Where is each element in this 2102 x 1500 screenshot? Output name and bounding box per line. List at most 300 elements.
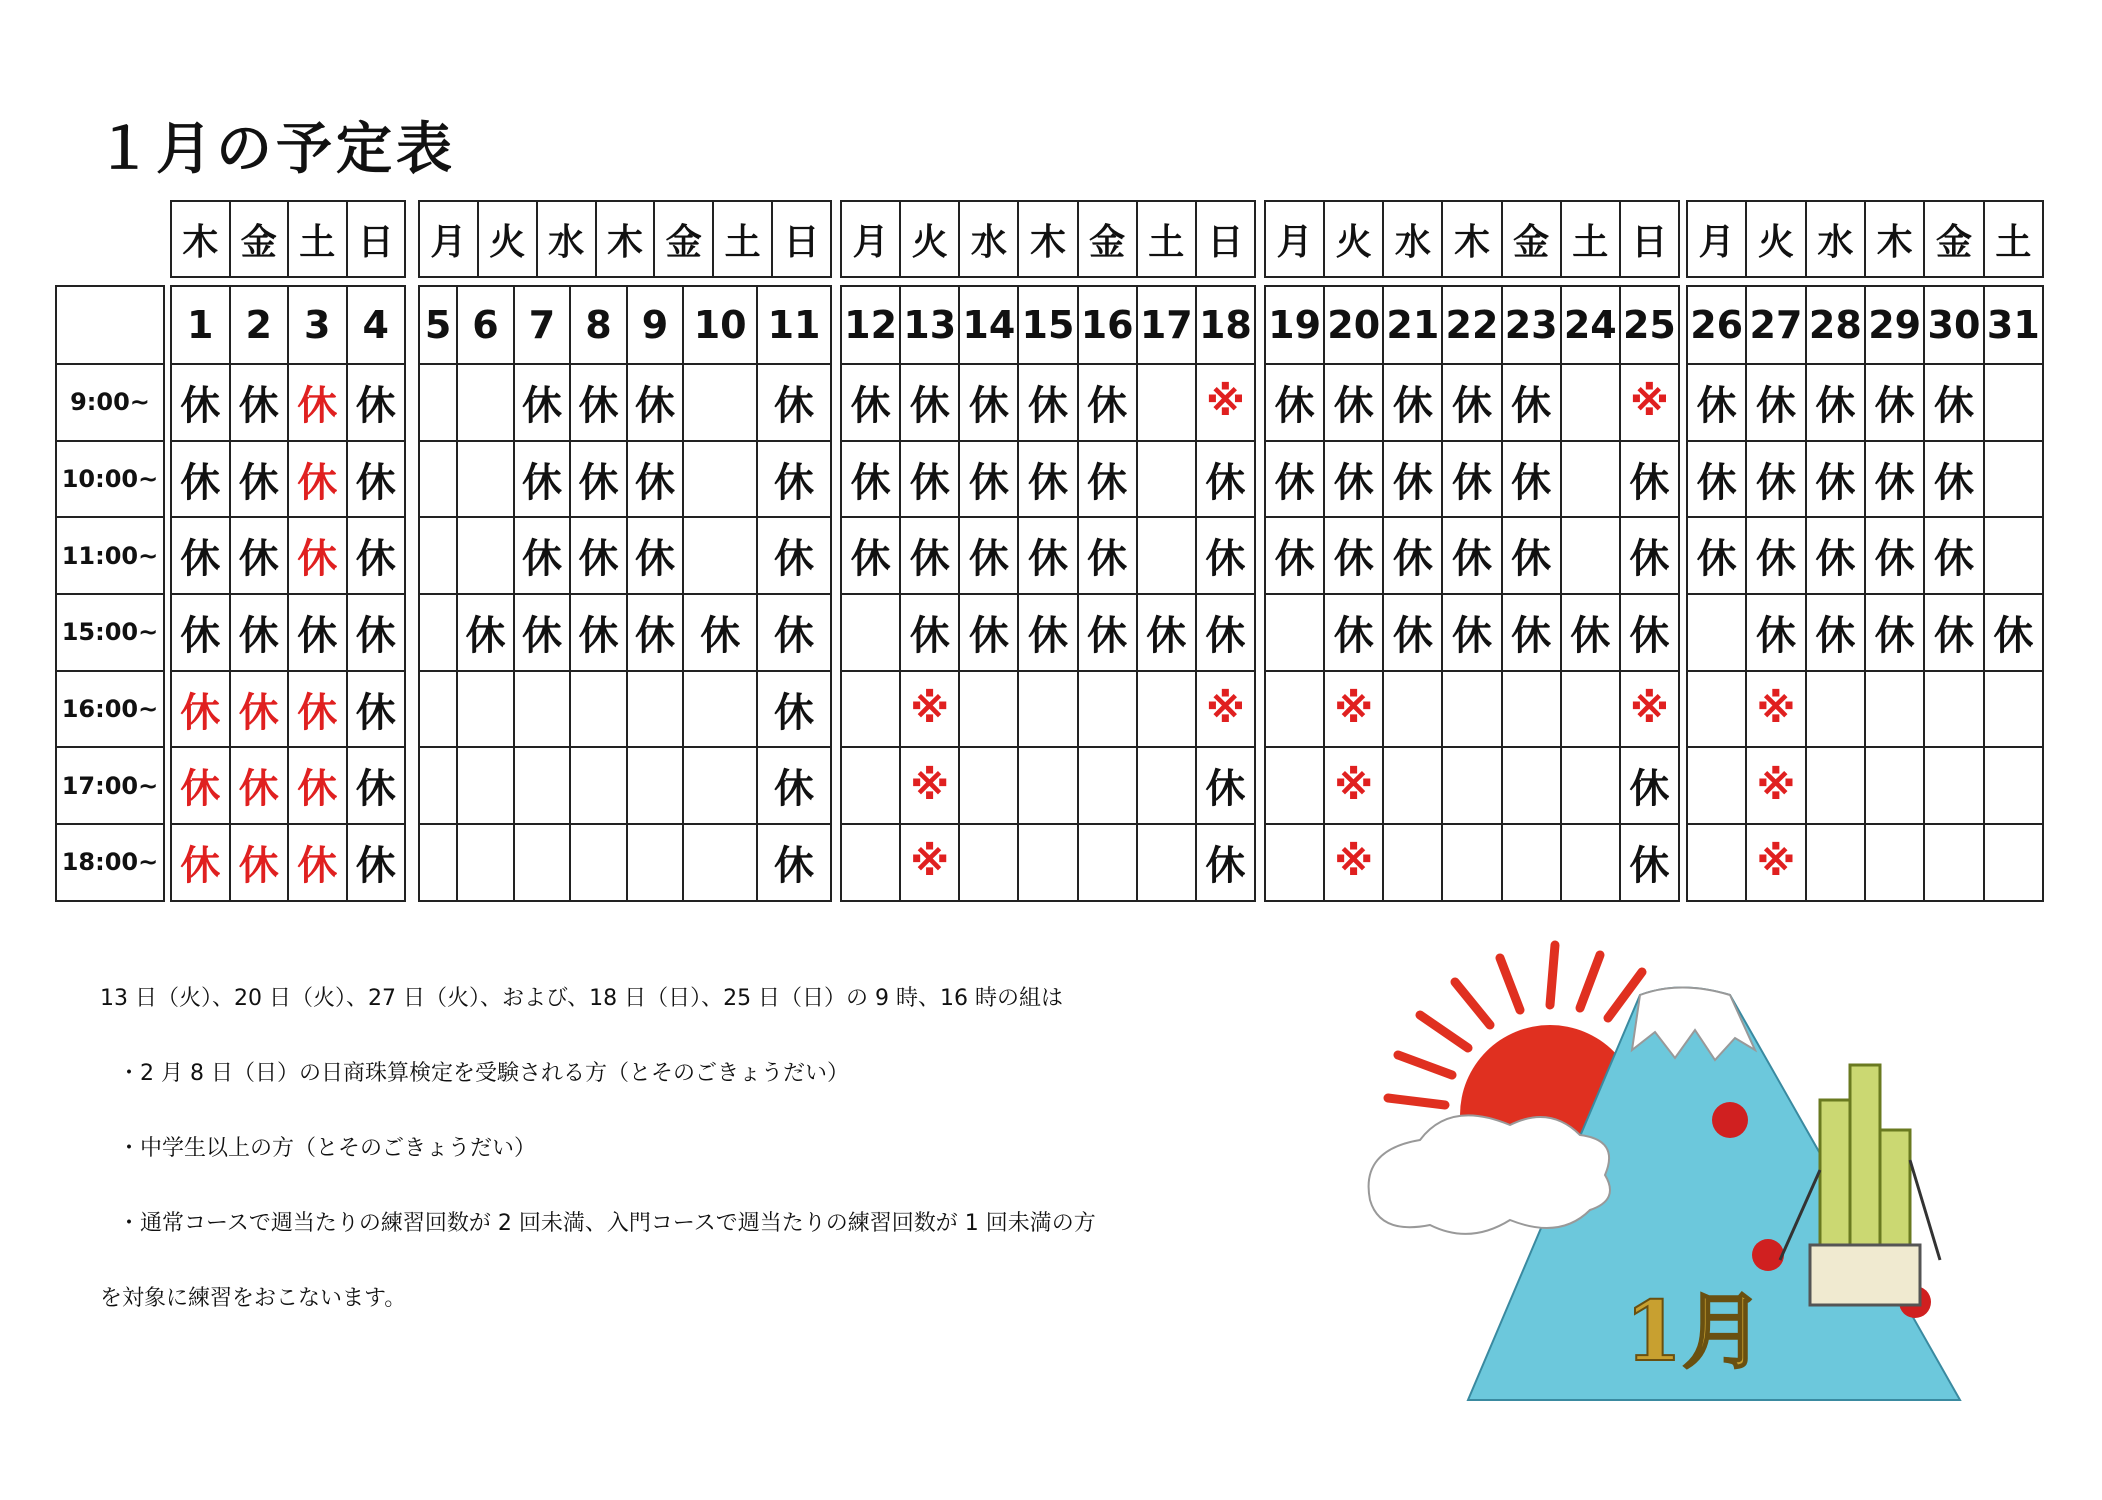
schedule-cell: 休 bbox=[1620, 441, 1679, 518]
schedule-cell bbox=[1865, 824, 1924, 901]
schedule-cell: 休 bbox=[1137, 594, 1196, 671]
schedule-cell: 休 bbox=[288, 671, 347, 748]
schedule-cell bbox=[1265, 824, 1324, 901]
schedule-cell bbox=[1687, 671, 1746, 748]
weekday-cell: 月 bbox=[1687, 201, 1746, 277]
schedule-cell: 休 bbox=[1442, 594, 1501, 671]
schedule-cell bbox=[1137, 364, 1196, 441]
schedule-cell: 休 bbox=[900, 364, 959, 441]
schedule-cell: 休 bbox=[1018, 594, 1077, 671]
schedule-cell: 休 bbox=[1687, 441, 1746, 518]
schedule-cell: 休 bbox=[230, 441, 289, 518]
schedule-cell: ※ bbox=[1746, 747, 1805, 824]
schedule-cell: 休 bbox=[514, 594, 571, 671]
schedule-cell: 休 bbox=[1442, 441, 1501, 518]
weekday-cell: 日 bbox=[772, 201, 831, 277]
schedule-cell: 休 bbox=[1324, 594, 1383, 671]
schedule-cell: 休 bbox=[171, 364, 230, 441]
schedule-cell: 休 bbox=[1561, 594, 1620, 671]
weekday-cell: 火 bbox=[900, 201, 959, 277]
schedule-cell: 休 bbox=[230, 824, 289, 901]
schedule-cell: 休 bbox=[1746, 594, 1805, 671]
weekday-cell: 水 bbox=[1806, 201, 1865, 277]
schedule-cell: 休 bbox=[347, 364, 406, 441]
schedule-cell: 休 bbox=[1806, 517, 1865, 594]
date-cell: 20 bbox=[1324, 286, 1383, 364]
schedule-cell: 休 bbox=[171, 824, 230, 901]
schedule-cell: ※ bbox=[900, 824, 959, 901]
schedule-cell: 休 bbox=[570, 594, 627, 671]
date-cell: 7 bbox=[514, 286, 571, 364]
schedule-cell bbox=[1924, 671, 1983, 748]
schedule-cell: 休 bbox=[900, 441, 959, 518]
schedule-cell: 休 bbox=[757, 671, 831, 748]
schedule-cell bbox=[1078, 747, 1137, 824]
schedule-cell: 休 bbox=[1865, 594, 1924, 671]
schedule-cell: 休 bbox=[171, 441, 230, 518]
schedule-cell: ※ bbox=[900, 671, 959, 748]
schedule-cell: 休 bbox=[1442, 517, 1501, 594]
schedule-cell: 休 bbox=[1984, 594, 2043, 671]
weekday-cell: 木 bbox=[1865, 201, 1924, 277]
schedule-cell bbox=[457, 824, 514, 901]
schedule-cell: 休 bbox=[757, 824, 831, 901]
schedule-cell: 休 bbox=[1265, 517, 1324, 594]
date-cell: 1 bbox=[171, 286, 230, 364]
schedule-cell: 休 bbox=[171, 594, 230, 671]
schedule-cell: 休 bbox=[959, 517, 1018, 594]
schedule-cell: 休 bbox=[1383, 364, 1442, 441]
schedule-cell bbox=[1806, 671, 1865, 748]
date-cell: 24 bbox=[1561, 286, 1620, 364]
schedule-cell bbox=[841, 824, 900, 901]
schedule-cell bbox=[1561, 824, 1620, 901]
schedule-cell: 休 bbox=[757, 517, 831, 594]
schedule-cell bbox=[1502, 747, 1561, 824]
date-cell: 30 bbox=[1924, 286, 1983, 364]
weekday-header-week-5 bbox=[1686, 200, 2044, 278]
schedule-cell bbox=[570, 671, 627, 748]
schedule-cell: 休 bbox=[900, 594, 959, 671]
schedule-cell: ※ bbox=[1746, 824, 1805, 901]
weekday-cell: 金 bbox=[1078, 201, 1137, 277]
schedule-cell: 休 bbox=[347, 441, 406, 518]
schedule-cell: 休 bbox=[1746, 517, 1805, 594]
date-cell: 2 bbox=[230, 286, 289, 364]
schedule-cell: 休 bbox=[1018, 441, 1077, 518]
schedule-cell: 休 bbox=[288, 364, 347, 441]
schedule-cell bbox=[1687, 594, 1746, 671]
schedule-cell: 休 bbox=[288, 594, 347, 671]
schedule-cell: 休 bbox=[1924, 364, 1983, 441]
date-cell: 5 bbox=[419, 286, 457, 364]
schedule-cell: 休 bbox=[1746, 364, 1805, 441]
date-cell: 27 bbox=[1746, 286, 1805, 364]
schedule-cell: 休 bbox=[1324, 441, 1383, 518]
weekday-cell: 金 bbox=[654, 201, 713, 277]
note-line: を対象に練習をおこないます。 bbox=[100, 1286, 407, 1311]
weekday-cell: 水 bbox=[537, 201, 596, 277]
schedule-cell: 休 bbox=[1865, 441, 1924, 518]
date-cell: 22 bbox=[1442, 286, 1501, 364]
weekday-cell: 水 bbox=[959, 201, 1018, 277]
schedule-cell bbox=[1561, 671, 1620, 748]
time-label: 16:00~ bbox=[56, 671, 164, 748]
schedule-cell bbox=[683, 517, 757, 594]
schedule-cell: 休 bbox=[841, 441, 900, 518]
note-line: ・通常コースで週当たりの練習回数が 2 回未満、入門コースで週当たりの練習回数が 1 回未満の方 bbox=[118, 1211, 1096, 1236]
schedule-cell: 休 bbox=[627, 594, 684, 671]
date-cell: 29 bbox=[1865, 286, 1924, 364]
schedule-cell bbox=[457, 517, 514, 594]
schedule-cell: ※ bbox=[900, 747, 959, 824]
schedule-cell bbox=[1265, 747, 1324, 824]
schedule-cell bbox=[683, 747, 757, 824]
schedule-cell bbox=[457, 747, 514, 824]
date-cell: 9 bbox=[627, 286, 684, 364]
date-cell: 23 bbox=[1502, 286, 1561, 364]
cloud-icon bbox=[1369, 1115, 1610, 1234]
schedule-cell: 休 bbox=[288, 517, 347, 594]
time-label: 10:00~ bbox=[56, 441, 164, 518]
schedule-cell: 休 bbox=[683, 594, 757, 671]
schedule-cell bbox=[1442, 824, 1501, 901]
schedule-cell: 休 bbox=[1078, 594, 1137, 671]
schedule-cell bbox=[1561, 517, 1620, 594]
schedule-cell: 休 bbox=[1324, 364, 1383, 441]
schedule-cell: 休 bbox=[1018, 364, 1077, 441]
schedule-cell bbox=[841, 594, 900, 671]
schedule-cell bbox=[1265, 671, 1324, 748]
weekday-cell: 土 bbox=[288, 201, 347, 277]
weekday-cell: 日 bbox=[347, 201, 406, 277]
schedule-cell: 休 bbox=[1078, 441, 1137, 518]
schedule-cell: 休 bbox=[1442, 364, 1501, 441]
schedule-cell: 休 bbox=[288, 824, 347, 901]
time-header-blank bbox=[56, 286, 164, 364]
date-cell: 18 bbox=[1196, 286, 1255, 364]
date-cell: 17 bbox=[1137, 286, 1196, 364]
schedule-grid-week-5 bbox=[1686, 285, 2044, 902]
weekday-cell: 日 bbox=[1196, 201, 1255, 277]
schedule-cell bbox=[627, 747, 684, 824]
schedule-cell: 休 bbox=[1196, 824, 1255, 901]
schedule-cell: ※ bbox=[1324, 824, 1383, 901]
schedule-cell: 休 bbox=[1620, 747, 1679, 824]
date-cell: 4 bbox=[347, 286, 406, 364]
schedule-cell bbox=[841, 671, 900, 748]
schedule-cell: ※ bbox=[1620, 364, 1679, 441]
schedule-cell: 休 bbox=[230, 594, 289, 671]
schedule-cell: 休 bbox=[288, 441, 347, 518]
schedule-cell bbox=[959, 824, 1018, 901]
schedule-cell: 休 bbox=[1687, 517, 1746, 594]
schedule-cell bbox=[419, 824, 457, 901]
schedule-cell bbox=[1984, 671, 2043, 748]
schedule-cell bbox=[419, 364, 457, 441]
schedule-cell: 休 bbox=[1865, 364, 1924, 441]
schedule-cell bbox=[1137, 671, 1196, 748]
schedule-cell bbox=[1984, 824, 2043, 901]
schedule-cell: 休 bbox=[1806, 364, 1865, 441]
schedule-cell bbox=[419, 747, 457, 824]
schedule-cell bbox=[570, 824, 627, 901]
weekday-cell: 土 bbox=[1137, 201, 1196, 277]
schedule-cell: 休 bbox=[347, 517, 406, 594]
date-cell: 11 bbox=[757, 286, 831, 364]
schedule-cell bbox=[1018, 824, 1077, 901]
weekday-cell: 土 bbox=[1561, 201, 1620, 277]
date-cell: 28 bbox=[1806, 286, 1865, 364]
schedule-cell bbox=[1687, 747, 1746, 824]
schedule-cell: 休 bbox=[347, 594, 406, 671]
schedule-cell: 休 bbox=[1502, 364, 1561, 441]
schedule-cell: ※ bbox=[1324, 747, 1383, 824]
weekday-cell: 火 bbox=[1746, 201, 1805, 277]
schedule-cell: 休 bbox=[1265, 364, 1324, 441]
schedule-cell: 休 bbox=[1924, 594, 1983, 671]
schedule-cell: 休 bbox=[1324, 517, 1383, 594]
schedule-cell: 休 bbox=[1620, 824, 1679, 901]
schedule-cell bbox=[1806, 747, 1865, 824]
schedule-cell bbox=[1561, 747, 1620, 824]
schedule-cell: 休 bbox=[1746, 441, 1805, 518]
schedule-cell bbox=[419, 671, 457, 748]
date-cell: 8 bbox=[570, 286, 627, 364]
schedule-cell bbox=[457, 441, 514, 518]
time-label: 11:00~ bbox=[56, 517, 164, 594]
schedule-cell: 休 bbox=[514, 364, 571, 441]
schedule-cell: ※ bbox=[1620, 671, 1679, 748]
schedule-cell bbox=[627, 824, 684, 901]
schedule-cell bbox=[683, 824, 757, 901]
schedule-grid-week-1 bbox=[170, 285, 406, 902]
schedule-cell bbox=[419, 594, 457, 671]
schedule-cell: 休 bbox=[757, 364, 831, 441]
schedule-cell: 休 bbox=[959, 441, 1018, 518]
time-label: 9:00~ bbox=[56, 364, 164, 441]
schedule-cell: 休 bbox=[627, 364, 684, 441]
schedule-cell bbox=[1018, 671, 1077, 748]
schedule-cell: 休 bbox=[1265, 441, 1324, 518]
schedule-cell: 休 bbox=[1687, 364, 1746, 441]
schedule-cell bbox=[570, 747, 627, 824]
schedule-cell: 休 bbox=[1196, 747, 1255, 824]
schedule-cell bbox=[959, 747, 1018, 824]
schedule-cell: 休 bbox=[171, 517, 230, 594]
weekday-cell: 金 bbox=[1502, 201, 1561, 277]
schedule-cell: 休 bbox=[347, 671, 406, 748]
schedule-cell bbox=[1924, 747, 1983, 824]
schedule-cell bbox=[1865, 747, 1924, 824]
schedule-cell bbox=[1984, 747, 2043, 824]
schedule-cell: 休 bbox=[959, 594, 1018, 671]
schedule-cell: 休 bbox=[1806, 441, 1865, 518]
schedule-cell bbox=[419, 517, 457, 594]
time-label: 15:00~ bbox=[56, 594, 164, 671]
date-cell: 25 bbox=[1620, 286, 1679, 364]
date-cell: 13 bbox=[900, 286, 959, 364]
schedule-cell bbox=[683, 671, 757, 748]
schedule-cell bbox=[1442, 747, 1501, 824]
schedule-cell: 休 bbox=[1620, 594, 1679, 671]
date-cell: 19 bbox=[1265, 286, 1324, 364]
weekday-cell: 金 bbox=[230, 201, 289, 277]
schedule-cell bbox=[419, 441, 457, 518]
schedule-cell bbox=[1984, 441, 2043, 518]
weekday-cell: 木 bbox=[1442, 201, 1501, 277]
schedule-cell: 休 bbox=[1196, 517, 1255, 594]
schedule-cell: 休 bbox=[230, 671, 289, 748]
schedule-cell: 休 bbox=[514, 517, 571, 594]
schedule-cell bbox=[1383, 671, 1442, 748]
time-label: 17:00~ bbox=[56, 747, 164, 824]
schedule-cell bbox=[1137, 441, 1196, 518]
schedule-cell: 休 bbox=[570, 441, 627, 518]
note-line: ・2 月 8 日（日）の日商珠算検定を受験される方（とそのごきょうだい） bbox=[118, 1061, 849, 1086]
month-label: 1月 bbox=[1625, 1284, 1765, 1380]
date-cell: 31 bbox=[1984, 286, 2043, 364]
schedule-cell: 休 bbox=[457, 594, 514, 671]
schedule-cell bbox=[1265, 594, 1324, 671]
schedule-cell: ※ bbox=[1196, 364, 1255, 441]
schedule-cell bbox=[1984, 517, 2043, 594]
schedule-cell: 休 bbox=[171, 671, 230, 748]
weekday-cell: 土 bbox=[713, 201, 772, 277]
schedule-cell bbox=[627, 671, 684, 748]
schedule-cell bbox=[514, 824, 571, 901]
weekday-cell: 木 bbox=[1018, 201, 1077, 277]
schedule-cell: 休 bbox=[347, 747, 406, 824]
schedule-cell: 休 bbox=[1502, 594, 1561, 671]
schedule-cell bbox=[683, 364, 757, 441]
weekday-cell: 火 bbox=[478, 201, 537, 277]
weekday-cell: 月 bbox=[841, 201, 900, 277]
weekday-cell: 水 bbox=[1383, 201, 1442, 277]
schedule-cell bbox=[1561, 364, 1620, 441]
schedule-cell: 休 bbox=[1806, 594, 1865, 671]
weekday-cell: 木 bbox=[171, 201, 230, 277]
date-cell: 6 bbox=[457, 286, 514, 364]
schedule-cell bbox=[1984, 364, 2043, 441]
schedule-cell bbox=[1137, 824, 1196, 901]
schedule-cell bbox=[841, 747, 900, 824]
date-cell: 12 bbox=[841, 286, 900, 364]
schedule-cell: 休 bbox=[1383, 594, 1442, 671]
weekday-cell: 火 bbox=[1324, 201, 1383, 277]
note-line: 13 日（火）、20 日（火）、27 日（火）、および、18 日（日）、25 日（日）の 9 時、16 時の組は bbox=[100, 986, 1064, 1011]
schedule-cell: 休 bbox=[1078, 364, 1137, 441]
schedule-cell: 休 bbox=[1196, 441, 1255, 518]
schedule-cell bbox=[1865, 671, 1924, 748]
schedule-cell bbox=[1502, 824, 1561, 901]
schedule-cell bbox=[1078, 824, 1137, 901]
weekday-cell: 月 bbox=[419, 201, 478, 277]
schedule-cell: 休 bbox=[230, 747, 289, 824]
schedule-cell bbox=[683, 441, 757, 518]
schedule-cell: 休 bbox=[1383, 441, 1442, 518]
schedule-cell: 休 bbox=[1620, 517, 1679, 594]
schedule-cell bbox=[1561, 441, 1620, 518]
schedule-cell bbox=[457, 671, 514, 748]
schedule-cell: 休 bbox=[959, 364, 1018, 441]
schedule-cell bbox=[514, 671, 571, 748]
weekday-cell: 木 bbox=[596, 201, 655, 277]
schedule-cell: 休 bbox=[1502, 441, 1561, 518]
schedule-cell: ※ bbox=[1196, 671, 1255, 748]
schedule-cell: 休 bbox=[757, 747, 831, 824]
weekday-cell: 土 bbox=[1984, 201, 2043, 277]
schedule-cell: ※ bbox=[1324, 671, 1383, 748]
weekday-cell: 月 bbox=[1265, 201, 1324, 277]
date-cell: 21 bbox=[1383, 286, 1442, 364]
schedule-cell bbox=[1018, 747, 1077, 824]
note-line: ・中学生以上の方（とそのごきょうだい） bbox=[118, 1136, 537, 1161]
new-year-illustration bbox=[1350, 900, 2000, 1410]
schedule-cell bbox=[457, 364, 514, 441]
weekday-cell: 日 bbox=[1620, 201, 1679, 277]
schedule-cell: 休 bbox=[1196, 594, 1255, 671]
schedule-cell: 休 bbox=[627, 517, 684, 594]
schedule-cell: 休 bbox=[627, 441, 684, 518]
time-slot-column bbox=[55, 285, 165, 902]
schedule-cell: 休 bbox=[1865, 517, 1924, 594]
page-title: １月の予定表 bbox=[96, 117, 456, 182]
schedule-cell: 休 bbox=[841, 517, 900, 594]
schedule-cell bbox=[1687, 824, 1746, 901]
schedule-cell bbox=[959, 671, 1018, 748]
schedule-cell: 休 bbox=[570, 517, 627, 594]
weekday-header-week-3 bbox=[840, 200, 1256, 278]
date-cell: 26 bbox=[1687, 286, 1746, 364]
schedule-cell: 休 bbox=[1924, 517, 1983, 594]
schedule-cell bbox=[1502, 671, 1561, 748]
date-cell: 14 bbox=[959, 286, 1018, 364]
schedule-cell: ※ bbox=[1746, 671, 1805, 748]
date-cell: 10 bbox=[683, 286, 757, 364]
schedule-cell bbox=[1924, 824, 1983, 901]
schedule-cell: 休 bbox=[1078, 517, 1137, 594]
schedule-cell: 休 bbox=[1502, 517, 1561, 594]
schedule-cell bbox=[1806, 824, 1865, 901]
schedule-cell: 休 bbox=[1924, 441, 1983, 518]
time-label: 18:00~ bbox=[56, 824, 164, 901]
schedule-cell bbox=[1383, 747, 1442, 824]
schedule-cell bbox=[1078, 671, 1137, 748]
schedule-cell bbox=[1137, 517, 1196, 594]
schedule-cell: 休 bbox=[514, 441, 571, 518]
schedule-cell bbox=[1383, 824, 1442, 901]
schedule-cell: 休 bbox=[841, 364, 900, 441]
schedule-cell: 休 bbox=[570, 364, 627, 441]
schedule-cell: 休 bbox=[900, 517, 959, 594]
schedule-grid-week-2 bbox=[418, 285, 832, 902]
schedule-cell: 休 bbox=[230, 364, 289, 441]
date-cell: 16 bbox=[1078, 286, 1137, 364]
schedule-cell: 休 bbox=[347, 824, 406, 901]
schedule-grid-week-3 bbox=[840, 285, 1256, 902]
schedule-cell: 休 bbox=[757, 594, 831, 671]
schedule-cell bbox=[1442, 671, 1501, 748]
schedule-cell bbox=[514, 747, 571, 824]
weekday-header-week-1 bbox=[170, 200, 406, 278]
date-cell: 15 bbox=[1018, 286, 1077, 364]
schedule-cell bbox=[1137, 747, 1196, 824]
date-cell: 3 bbox=[288, 286, 347, 364]
schedule-cell: 休 bbox=[171, 747, 230, 824]
schedule-cell: 休 bbox=[1018, 517, 1077, 594]
schedule-cell: 休 bbox=[1383, 517, 1442, 594]
